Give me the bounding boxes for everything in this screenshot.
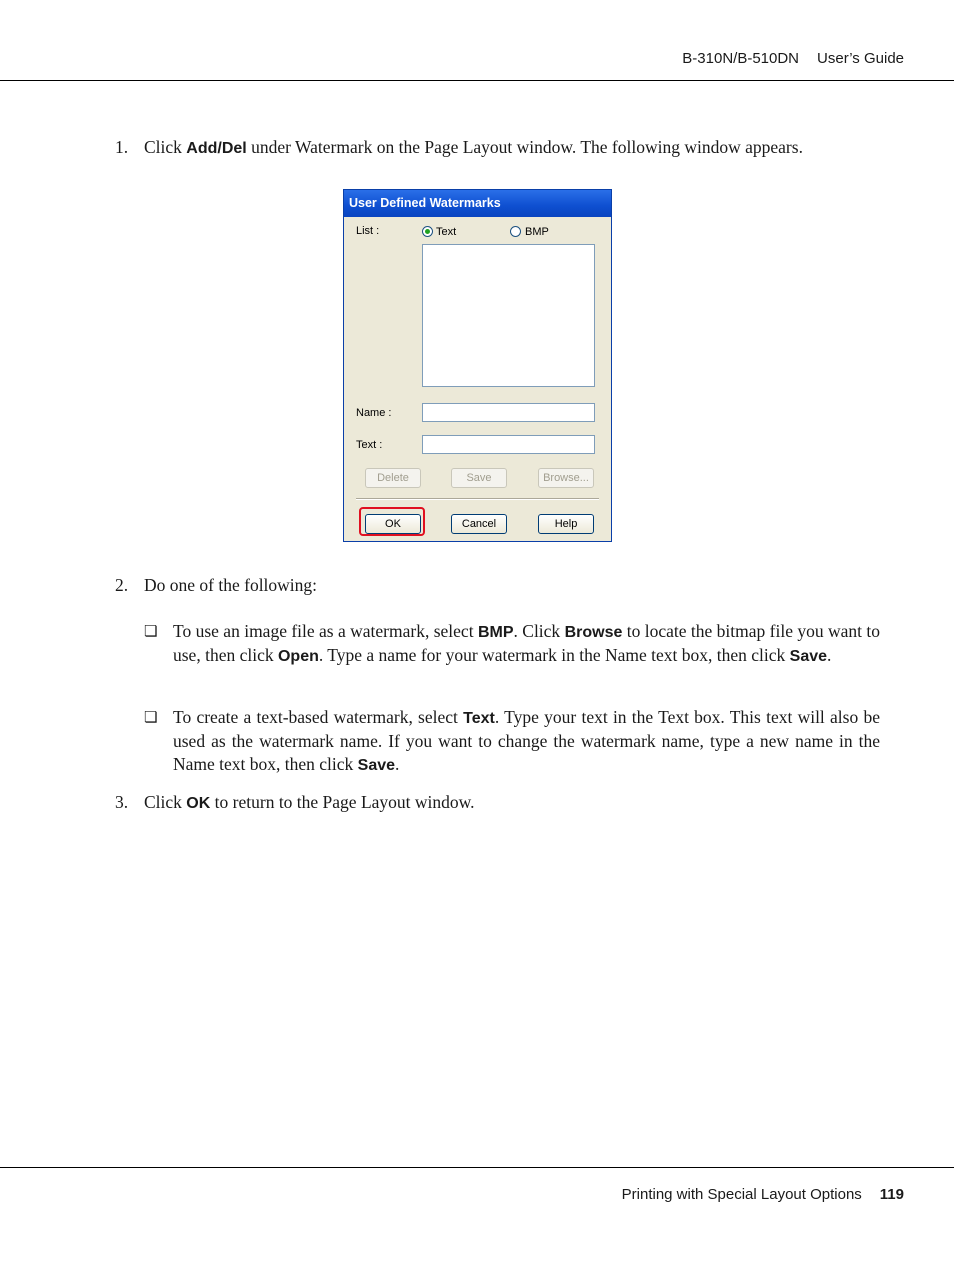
step-text: to return to the Page Layout window.	[210, 792, 475, 812]
dialog-separator	[356, 498, 599, 500]
ok-button[interactable]: OK	[365, 514, 421, 534]
footer-rule	[0, 1167, 954, 1168]
page-footer	[622, 1186, 904, 1203]
bullet-box-icon: ❏	[144, 622, 158, 640]
name-label: Name :	[356, 407, 392, 419]
bullet-text-watermark	[144, 706, 880, 777]
list-label: List :	[356, 225, 380, 237]
bmp-radio[interactable]	[510, 226, 521, 237]
user-defined-watermarks-dialog	[343, 189, 612, 542]
browse-term: Browse	[564, 624, 623, 641]
ok-term: OK	[186, 795, 211, 812]
dialog-title: User Defined Watermarks	[344, 190, 611, 217]
step-1	[115, 136, 803, 160]
step-number: 3.	[115, 792, 129, 812]
text-label: Text :	[356, 439, 383, 451]
step-number: 1.	[115, 137, 129, 157]
cancel-button[interactable]: Cancel	[451, 514, 507, 534]
step-text: Do one of the following:	[144, 575, 318, 595]
step-text: Click	[144, 792, 187, 812]
bullet-box-icon: ❏	[144, 708, 158, 726]
step-3	[115, 791, 475, 815]
bmp-term: BMP	[477, 624, 514, 641]
open-term: Open	[277, 648, 319, 665]
step-text: under Watermark on the Page Layout window. The following window appears.	[246, 137, 803, 157]
bmp-radio-label[interactable]: BMP	[525, 226, 549, 238]
save-term: Save	[789, 648, 828, 665]
ok-highlight-frame	[359, 507, 425, 536]
header-rule	[0, 80, 954, 81]
footer-section: Printing with Special Layout Options	[621, 1186, 862, 1203]
save-button[interactable]: Save	[451, 468, 507, 488]
text-input[interactable]	[422, 435, 595, 454]
text-radio-label[interactable]: Text	[436, 226, 457, 238]
bullet-bmp	[144, 620, 880, 668]
text-term: Text	[463, 710, 495, 727]
watermark-listbox[interactable]	[422, 244, 595, 387]
help-button[interactable]: Help	[538, 514, 594, 534]
text-radio[interactable]	[422, 226, 433, 237]
page-number: 119	[879, 1186, 904, 1203]
header-guide: User’s Guide	[817, 50, 904, 67]
header-model: B-310N/B-510DN	[682, 50, 800, 67]
step-number: 2.	[115, 575, 129, 595]
add-del-term: Add/Del	[186, 140, 247, 157]
name-input[interactable]	[422, 403, 595, 422]
delete-button[interactable]: Delete	[365, 468, 421, 488]
bullet-text: To create a text-based watermark, select Text. Type your text in the Text box. This text will also be used as the watermark name. If you want to change the watermark name, type a new name in the Name text box, then click Save.	[173, 707, 880, 774]
step-text: Click	[144, 137, 187, 157]
step-2	[115, 574, 317, 597]
browse-button[interactable]: Browse...	[538, 468, 594, 488]
bullet-text: To use an image file as a watermark, select BMP. Click Browse to locate the bitmap file you want to use, then click Open. Type a name for your watermark in the Name text box, then click Save.	[173, 621, 880, 665]
page-header	[682, 50, 904, 67]
save-term: Save	[357, 757, 396, 774]
